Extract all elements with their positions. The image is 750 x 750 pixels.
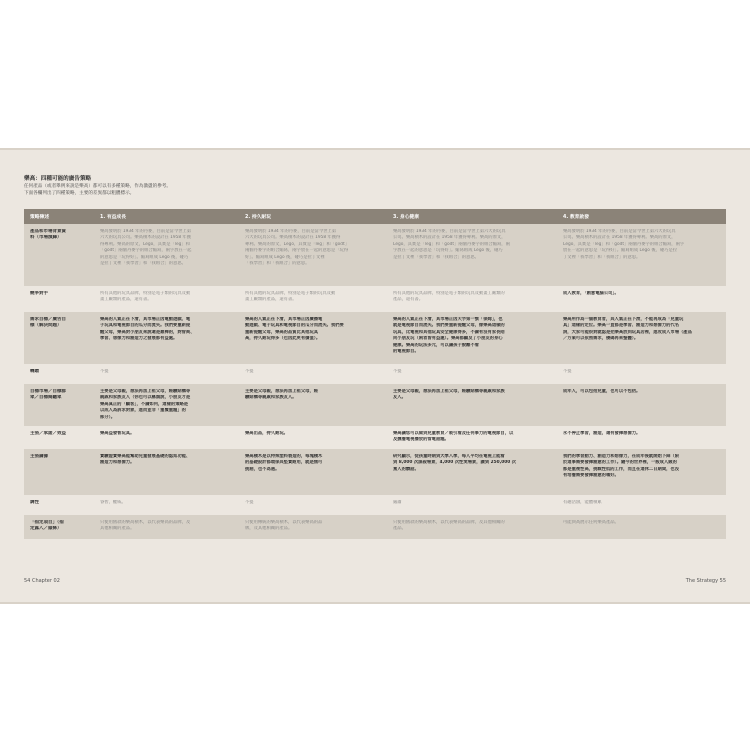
table-cell bbox=[387, 495, 557, 515]
table-cell bbox=[94, 224, 239, 286]
cell-text-line: 有培養需要發揮創意的嗜好。 bbox=[563, 473, 619, 479]
table-cell bbox=[557, 384, 726, 426]
cell-text-line: 樂高所作為一個教育者，其人氣正在下滑，不能再成為「兒童玩 bbox=[563, 317, 684, 322]
table-cell bbox=[557, 449, 726, 495]
row-label bbox=[24, 426, 94, 449]
cell-text-line: 健康。樂高的玩法多元，可以讓孩子脫離不看 bbox=[393, 342, 479, 348]
cell-text-line: 同小朋友玩（兩者皆有益處）。樂高都顧及了小朋友的身心 bbox=[393, 336, 503, 342]
cell-text-line: 重新提醒父母，樂高的品質比其他玩具 bbox=[245, 329, 319, 335]
strategy-table bbox=[24, 209, 726, 539]
table-row bbox=[24, 224, 726, 286]
row-label bbox=[24, 495, 94, 515]
cell-text-line: 不提 bbox=[245, 369, 254, 374]
row-label bbox=[24, 224, 94, 286]
cell-text-line: 睿智，權威。 bbox=[100, 499, 126, 505]
cell-text-line: 「我學習」和「我組合」的意思。 bbox=[245, 261, 310, 267]
cell-text-line: 是拉丁文裡「我學習」和「我組合」的意思。 bbox=[100, 261, 186, 267]
cell-text-line: 詞，大家可能很對就認是把樂高放到玩具店裡，進攻成人市場（產品 bbox=[563, 329, 692, 335]
table-cell bbox=[94, 515, 239, 539]
row-label-line: 轉贈 bbox=[30, 369, 39, 374]
cell-text-line: 六大的玩具公司。樂高積木的設計在 1958 年獲得 bbox=[245, 235, 341, 241]
table-row bbox=[24, 364, 726, 384]
cell-text-line: 就是電視節目而流失。我們要重新提醒父母，像樂高這樣的 bbox=[393, 323, 505, 329]
table-cell bbox=[387, 364, 557, 384]
spread-bottom-edge bbox=[0, 602, 750, 604]
table-cell bbox=[387, 449, 557, 495]
cell-text-line: 畫工廠類的產品，還有書。 bbox=[100, 297, 152, 303]
cell-text-line: 成年人，可以包括兒童，也可以不包括。 bbox=[563, 389, 641, 394]
row-label bbox=[24, 515, 94, 539]
cell-text-line: 不提 bbox=[245, 499, 254, 505]
cell-text-line: 可能與高展示任何樂高產品。 bbox=[563, 519, 619, 525]
cell-text-line: 嚴肅 bbox=[393, 499, 402, 505]
table-cell bbox=[94, 426, 239, 449]
cell-text-line: 主要是父母親，想法再加上祖父母，經 bbox=[245, 389, 319, 394]
cell-text-line: 只使用傳統的樂高積木，以代表樂高的品 bbox=[245, 519, 323, 525]
table-cell bbox=[239, 384, 387, 426]
cell-text-line: 主要是父母親，想法再加上祖父母，經驗結構等親戚和家族 bbox=[393, 389, 505, 394]
cell-text-line: 醒父母，樂高對小朋友來說還是最棒的，對智商、 bbox=[100, 329, 195, 335]
cell-text-line: 所有其他的玩具品牌，特別是電子類的玩具及動 bbox=[100, 291, 191, 296]
table-cell bbox=[94, 286, 239, 312]
table-row bbox=[24, 426, 726, 449]
spread-top-edge bbox=[0, 148, 750, 150]
cell-text-line: 以成人為訴求對象，進而並非「重覆重題」的 bbox=[100, 408, 186, 414]
table-cell bbox=[387, 384, 557, 426]
cell-text-line: 創造力和想像力。 bbox=[100, 460, 135, 466]
row-label-line: 眾／目標閱聽眾 bbox=[30, 395, 62, 401]
cell-text-line: 所有其他的玩具品牌，特別是電子類的玩具及動 bbox=[245, 291, 336, 296]
row-label-line: 料（市場演繹） bbox=[30, 235, 62, 241]
table-row bbox=[24, 286, 726, 312]
cell-text-line: ／方案可以依照需求，優碼再來整體）。 bbox=[563, 336, 639, 342]
cell-text-line: 不提 bbox=[393, 369, 402, 374]
cell-text-line: 玩具，比電視和其他玩具安全健康得多，不論有沒有家長陪 bbox=[393, 329, 505, 335]
cell-text-line: 樂高的人氣正在下滑，其市場正因廣播電 bbox=[245, 317, 323, 322]
cell-text-line: 樂高真正的「顧客」，不論如何，這樣的策略是 bbox=[100, 401, 189, 407]
cell-text-line: 都是重複性高，挑戰性低的工作，而且在這休二日期間，也沒 bbox=[563, 466, 680, 472]
table-cell bbox=[239, 515, 387, 539]
table-cell bbox=[557, 312, 726, 364]
cell-text-line: 丁文裡「我學習」和「我組合」的意思。 bbox=[563, 254, 641, 260]
row-label-line: 主張／承諾／效益 bbox=[30, 431, 66, 437]
cell-text-line: 「godt」兩個丹麥字的組合縮寫，兩字放在一起 bbox=[100, 248, 192, 254]
left-page-folio: 54 Chapter 02 bbox=[24, 578, 60, 584]
cell-text-line: 罵人的髒話。 bbox=[393, 466, 419, 472]
page-title: 樂高：四種可能的廣告策略 bbox=[24, 176, 92, 182]
cell-text-line: 產品，還有書。 bbox=[393, 297, 424, 303]
cell-text-line: 高，持久耐玩得多（也因此更有價值）。 bbox=[245, 336, 321, 342]
table-cell bbox=[387, 426, 557, 449]
row-label-line: 目標市場／目標群 bbox=[30, 389, 66, 394]
table-row bbox=[24, 312, 726, 364]
cell-text-line: 親戚和家族友人（你也可以稱謂說，小朋友才是 bbox=[100, 395, 191, 401]
table-row bbox=[24, 449, 726, 495]
header-education: 4. 教育啟發 bbox=[557, 209, 726, 224]
cell-text-line: 到 8,000 次謀殺場景，4,000 次性愛場景，讀到 250,000 次 bbox=[393, 460, 516, 466]
intro-line: 任何產品（或者舉例來說是樂高）都可以有多種策略，作為激盪的參考。 bbox=[24, 184, 172, 189]
cell-text-line: 得專利。樂高的原文，Lego，其實是「leg」和 bbox=[100, 241, 190, 247]
cell-text-line: 學習、想像力和創造力之發展都有益處。 bbox=[100, 336, 178, 342]
table-cell bbox=[239, 449, 387, 495]
row-label-line: 產品和市場背景資 bbox=[30, 229, 66, 234]
cell-text-line: 具」這樣的定位。樂高一直都是學習、創造力和想像力的代名 bbox=[563, 323, 680, 329]
table-cell bbox=[239, 312, 387, 364]
table-row bbox=[24, 384, 726, 426]
cell-text-line: 友人。 bbox=[393, 395, 406, 401]
right-page-folio: The Strategy 55 bbox=[685, 578, 726, 584]
cell-text-line: 挑剔，也不為過。 bbox=[245, 466, 280, 472]
cell-text-line: 成人教育，「創意電腦公司」。 bbox=[563, 291, 619, 296]
table-cell bbox=[387, 224, 557, 286]
row-label-line: 調性 bbox=[30, 499, 39, 505]
table-cell bbox=[239, 286, 387, 312]
table-cell bbox=[387, 515, 557, 539]
row-label-line: 競爭對手 bbox=[30, 291, 48, 296]
table-cell bbox=[387, 286, 557, 312]
cell-text-line: 樂高出品，持久耐玩。 bbox=[245, 431, 288, 437]
cell-text-line: 的基礎設計都環保其堅實耐用，就是無可 bbox=[245, 460, 323, 466]
cell-text-line: 是拉丁文裡「我學習」和「我組合」的意思。 bbox=[393, 254, 479, 260]
cell-text-line: 只使用舊款的樂高積木，以代表樂高的品牌，及其他相關的 bbox=[393, 519, 505, 525]
row-label bbox=[24, 286, 94, 312]
header-wellbeing: 3. 身心健康 bbox=[387, 209, 557, 224]
cell-text-line: 公司。樂高積木的設計在 1958 年獲得專利。樂高的原文， bbox=[563, 235, 676, 241]
cell-text-line: 樂高讓您可以做到兒童教育／吸引看及任何事力的電視節目，以 bbox=[393, 431, 514, 437]
table-cell bbox=[239, 495, 387, 515]
table-cell bbox=[94, 449, 239, 495]
table-cell bbox=[557, 426, 726, 449]
table-cell bbox=[239, 426, 387, 449]
cell-text-line: 樂高益發智玩具。 bbox=[100, 431, 135, 437]
cell-text-line: 樂高發明於 1934 年的丹麥，目前是當今世上第 bbox=[100, 229, 192, 234]
cell-text-line: 的電視節目。 bbox=[393, 349, 419, 355]
cell-text-line: 樂高發明於 1934 年的丹麥，目前是當今世上第六大的玩具 bbox=[393, 229, 506, 234]
cell-text-line: 產品。 bbox=[393, 526, 406, 532]
table-cell bbox=[557, 515, 726, 539]
table-cell bbox=[94, 364, 239, 384]
cell-text-line: 驗結構等親戚和家族友人。 bbox=[245, 395, 297, 401]
cell-text-line: 字放在一起的意思是「玩得好」。縮寫組成 Lego 後，碰巧 bbox=[393, 248, 503, 254]
cell-text-line: 實驗證實樂高能幫助兒童發展基礎的認知功能、 bbox=[100, 453, 191, 459]
cell-text-line: 有趣活潑，能體積累 bbox=[563, 499, 602, 505]
cell-text-line: 公司。樂高積木的設計在 1958 年獲得專利。樂高的原文， bbox=[393, 235, 506, 241]
intro-text bbox=[24, 183, 171, 197]
header-growth: 1. 有益成長 bbox=[94, 209, 239, 224]
cell-text-line: 部分）。 bbox=[100, 414, 116, 420]
row-label bbox=[24, 312, 94, 364]
cell-text-line: 樂高發明於 1934 年的丹麥，目前是當今世上第六大的玩具 bbox=[563, 229, 676, 234]
intro-line: 下面各欄列出了四種策略，主要的差異都以粗體標示。 bbox=[24, 191, 135, 197]
cell-text-line: 好」。縮寫組成 Lego 後，碰巧是拉丁文裡 bbox=[245, 254, 325, 260]
cell-text-line: 我們的學習動力、創造力和想像力，在成年後就開始下降（限 bbox=[563, 453, 680, 459]
cell-text-line: 樂高的人氣正在下滑，其市場正因電動遊戲、電 bbox=[100, 317, 191, 322]
header-durability: 2. 持久耐玩 bbox=[239, 209, 387, 224]
table-cell bbox=[239, 224, 387, 286]
cell-text-line: 所有其他的玩具品牌，特別是電子類的玩具及動畫工廠類的 bbox=[393, 291, 505, 296]
cell-text-line: 放在一起的意思是「玩得好」。縮寫組成 Lego 後，碰巧是拉 bbox=[563, 248, 678, 254]
cell-text-line: 其他相關的產品。 bbox=[100, 526, 135, 532]
cell-text-line: 樂高發明於 1934 年的丹麥，目前是當今世上第 bbox=[245, 229, 337, 234]
header-strategy-statement: 策略陳述 bbox=[24, 209, 94, 224]
table-cell bbox=[557, 286, 726, 312]
cell-text-line: 動遊戲、電子玩具和電視節目的瓜分而流失。我們要 bbox=[245, 323, 344, 329]
cell-text-line: 樂高的人氣正在下滑，其市場正因天字第一號「保姆」，也 bbox=[393, 317, 503, 322]
cell-text-line: 兩個丹麥字的組合縮寫，兩字放在一起的意思是「玩得 bbox=[245, 248, 349, 254]
row-label-line: 需求目標／廣告目 bbox=[30, 317, 66, 322]
row-label-line: 「指定項目」（指 bbox=[30, 519, 64, 525]
cell-text-line: 不提 bbox=[100, 369, 109, 374]
cell-text-line: Lego，其實是「leg」和「godt」兩個丹麥字的組合縮寫，兩 bbox=[393, 241, 510, 247]
table-header-row bbox=[24, 209, 726, 224]
cell-text-line: 專利。樂高的原文，Lego，其實是「leg」和「godt」 bbox=[245, 241, 349, 247]
cell-text-line: 只使用舊款的樂高積木，以代表樂高的品牌，及 bbox=[100, 519, 191, 525]
table-cell bbox=[557, 495, 726, 515]
table-cell bbox=[557, 224, 726, 286]
table-cell bbox=[557, 364, 726, 384]
cell-text-line: 樂高積木是以特殊塑料製造的，每塊積木 bbox=[245, 453, 323, 459]
table-row bbox=[24, 515, 726, 539]
cell-text-line: 於這事需要發揮創意的工作）。隨今的世界裡，一般成人級的 bbox=[563, 460, 677, 466]
cell-text-line: 及撫養電視播放的管電話題。 bbox=[393, 437, 449, 443]
cell-text-line: Lego，其實是「leg」和「godt」兩個丹麥字的組合縮寫，兩字 bbox=[563, 241, 685, 247]
row-label bbox=[24, 364, 94, 384]
row-label-line: 定露入／頭條） bbox=[30, 526, 62, 532]
cell-text-line: 主要是父母親，想法再加上祖父母，經驗結構等 bbox=[100, 389, 191, 394]
row-label-line: 標（解決問題） bbox=[30, 323, 62, 329]
row-label bbox=[24, 449, 94, 495]
cell-text-line: 牌，及其他相關的產品。 bbox=[245, 526, 293, 532]
table-cell bbox=[94, 312, 239, 364]
table-cell bbox=[94, 384, 239, 426]
row-label-line: 主張論據 bbox=[30, 453, 48, 459]
table-cell bbox=[239, 364, 387, 384]
table-row bbox=[24, 495, 726, 515]
table-cell bbox=[94, 495, 239, 515]
cell-text-line: 子玩具和電視節目的瓜分而流失。我們要重新提 bbox=[100, 323, 191, 329]
cell-text-line: 畫工廠類的產品，還有書。 bbox=[245, 297, 297, 303]
row-label bbox=[24, 384, 94, 426]
table-cell bbox=[387, 312, 557, 364]
cell-text-line: 研究顯示，從孩童時期到大學入學，每人平均在電視上能看 bbox=[393, 453, 505, 459]
cell-text-line: 不提 bbox=[563, 369, 572, 374]
cell-text-line: 的意思是「玩得好」。縮寫組成 Lego 後，碰巧 bbox=[100, 254, 189, 260]
cell-text-line: 六大的玩具公司。樂高積木的設計在 1958 年獲 bbox=[100, 235, 192, 241]
cell-text-line: 永不停止學習，創造，還有發揮想像力。 bbox=[563, 431, 641, 437]
